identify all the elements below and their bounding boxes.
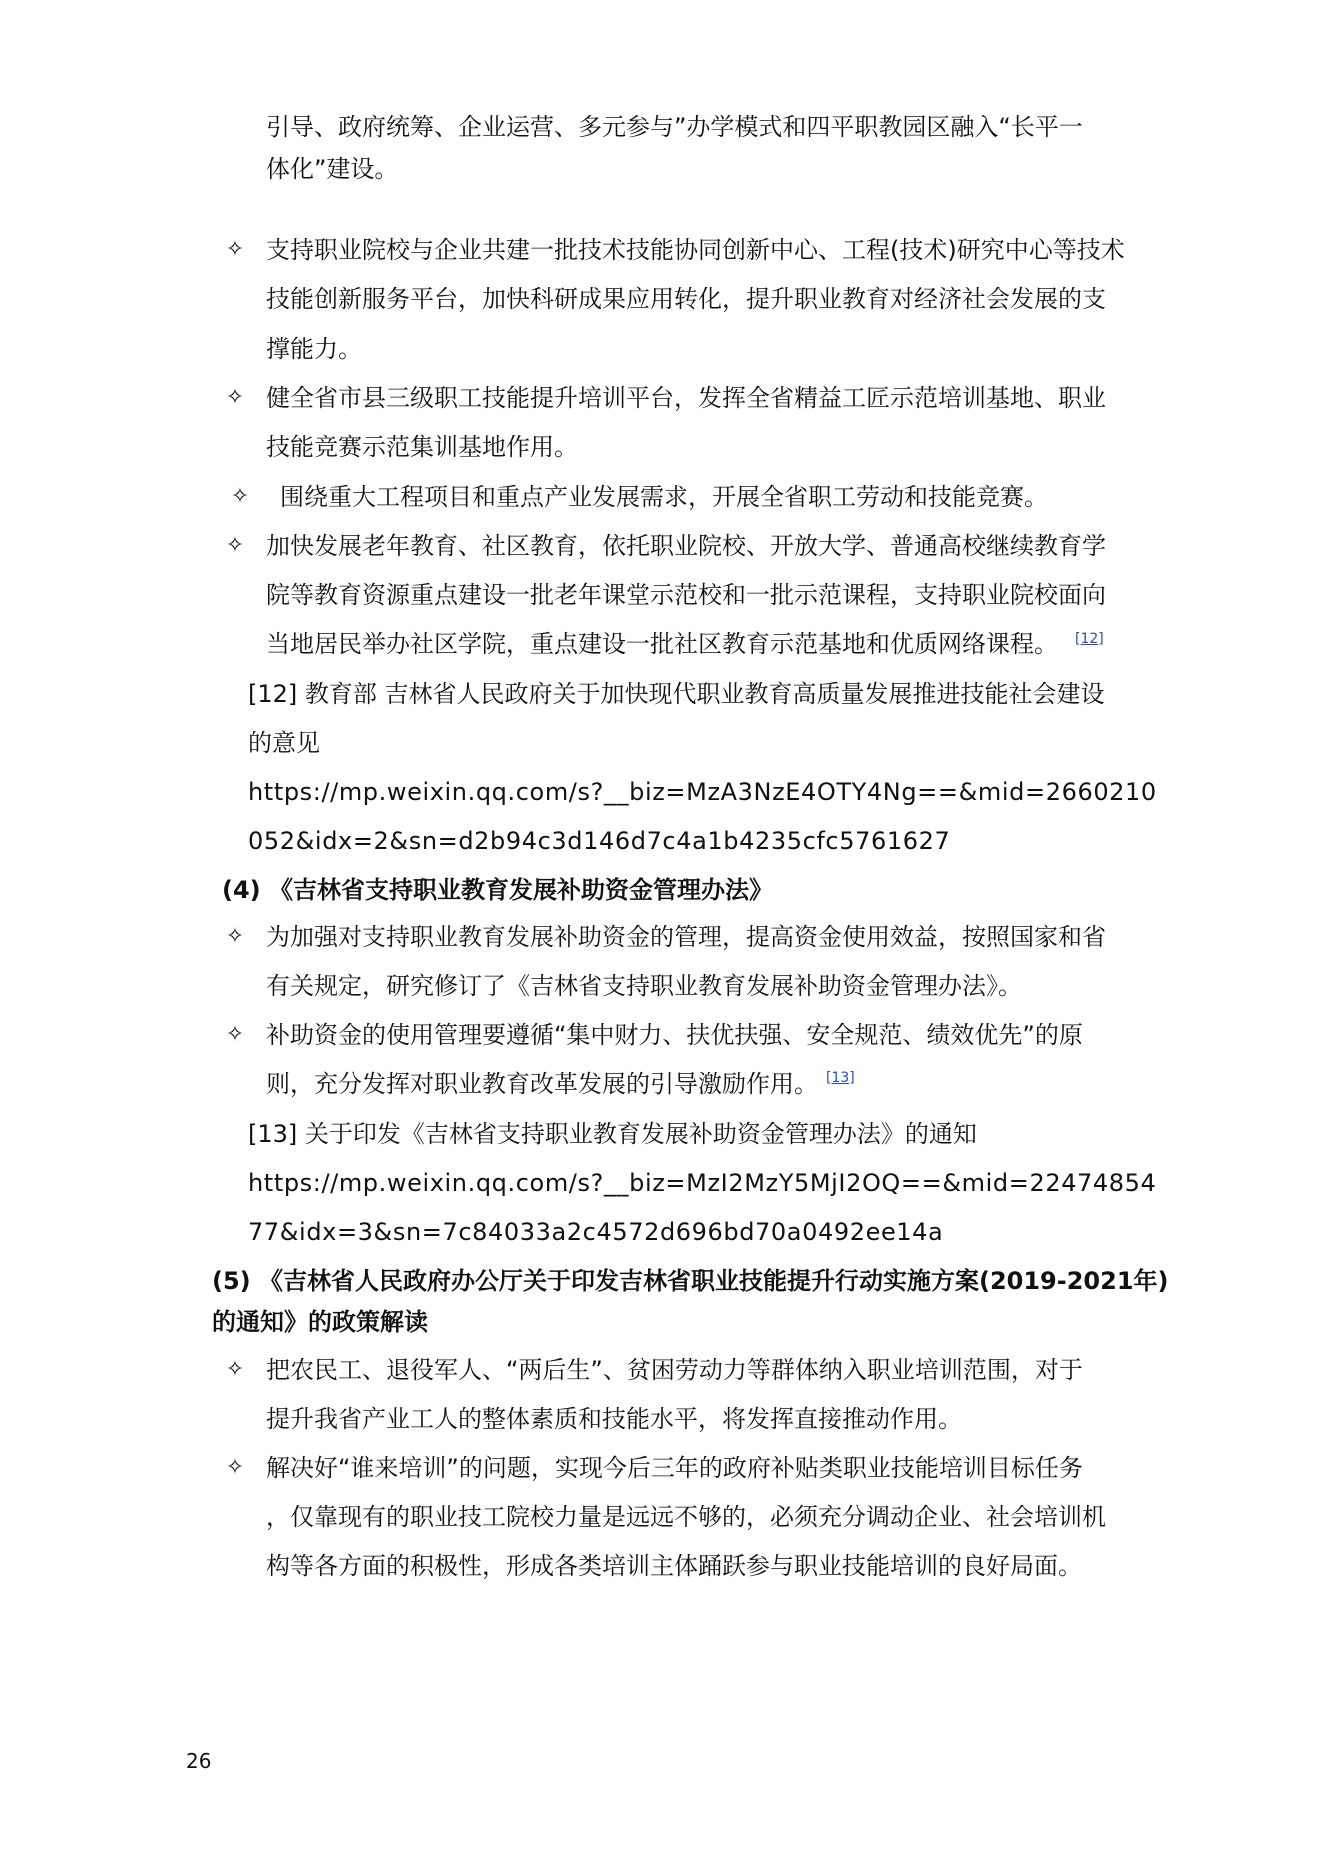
- footnote-text: [13] 关于印发《吉林省支持职业教育发展补助资金管理办法》的通知: [248, 1120, 977, 1148]
- diamond-bullet-icon: ✧: [225, 1022, 245, 1047]
- body-line: 支持职业院校与企业共建一批技术技能协同创新中心、工程(技术)研究中心等技术: [266, 236, 1125, 264]
- diamond-bullet-icon: ✧: [225, 1455, 245, 1480]
- body-line: 有关规定，研究修订了《吉林省支持职业教育发展补助资金管理办法》。: [266, 972, 1022, 1000]
- body-line: 则，充分发挥对职业教育改革发展的引导激励作用。: [266, 1070, 818, 1098]
- footnote-url[interactable]: 052&idx=2&sn=d2b94c3d146d7c4a1b4235cfc5761627: [248, 827, 951, 855]
- body-line: ，仅靠现有的职业技工院校力量是远远不够的，必须充分调动企业、社会培训机: [266, 1503, 1106, 1531]
- diamond-bullet-icon: ✧: [225, 533, 245, 558]
- body-line: 健全省市县三级职工技能提升培训平台，发挥全省精益工匠示范培训基地、职业: [266, 384, 1106, 412]
- footnote-ref-link-12[interactable]: [12]: [1075, 631, 1104, 647]
- body-line: 院等教育资源重点建设一批老年课堂示范校和一批示范课程，支持职业院校面向: [266, 581, 1106, 609]
- body-line: 体化”建设。: [266, 155, 399, 183]
- diamond-bullet-icon: ✧: [225, 237, 245, 262]
- diamond-bullet-icon: ✧: [230, 484, 250, 509]
- section-heading-4: (4) 《吉林省支持职业教育发展补助资金管理办法》: [222, 876, 773, 904]
- body-line: 技能竞赛示范集训基地作用。: [266, 433, 578, 461]
- diamond-bullet-icon: ✧: [225, 1357, 245, 1382]
- body-line: 构等各方面的积极性，形成各类培训主体踊跃参与职业技能培训的良好局面。: [266, 1552, 1082, 1580]
- body-line: 撑能力。: [266, 335, 362, 363]
- body-line: 为加强对支持职业教育发展补助资金的管理，提高资金使用效益，按照国家和省: [266, 923, 1106, 951]
- footnote-text: 的意见: [248, 729, 320, 757]
- footnote-ref-link-13[interactable]: [13]: [826, 1070, 855, 1086]
- body-line: 引导、政府统筹、企业运营、多元参与”办学模式和四平职教园区融入“长平一: [266, 113, 1083, 141]
- body-line: 围绕重大工程项目和重点产业发展需求，开展全省职工劳动和技能竞赛。: [280, 483, 1048, 511]
- footnote-url[interactable]: https://mp.weixin.qq.com/s?__biz=MzI2MzY5MjI2OQ==&mid=22474854: [248, 1169, 1157, 1197]
- section-heading-5-cont: 的通知》的政策解读: [212, 1308, 428, 1336]
- body-line: 当地居民举办社区学院，重点建设一批社区教育示范基地和优质网络课程。: [266, 630, 1058, 658]
- diamond-bullet-icon: ✧: [225, 924, 245, 949]
- page-number: 26: [186, 1749, 212, 1773]
- footnote-text: [12] 教育部 吉林省人民政府关于加快现代职业教育高质量发展推进技能社会建设: [248, 680, 1105, 708]
- diamond-bullet-icon: ✧: [225, 385, 245, 410]
- section-heading-5: (5) 《吉林省人民政府办公厅关于印发吉林省职业技能提升行动实施方案(2019-2021年): [212, 1267, 1169, 1295]
- footnote-url[interactable]: 77&idx=3&sn=7c84033a2c4572d696bd70a0492ee14a: [248, 1218, 944, 1246]
- body-line: 技能创新服务平台，加快科研成果应用转化，提升职业教育对经济社会发展的支: [266, 285, 1106, 313]
- body-line: 补助资金的使用管理要遵循“集中财力、扶优扶强、安全规范、绩效优先”的原: [266, 1021, 1083, 1049]
- body-line: 解决好“谁来培训”的问题，实现今后三年的政府补贴类职业技能培训目标任务: [266, 1454, 1083, 1482]
- body-line: 加快发展老年教育、社区教育，依托职业院校、开放大学、普通高校继续教育学: [266, 532, 1106, 560]
- body-line: 提升我省产业工人的整体素质和技能水平，将发挥直接推动作用。: [266, 1405, 962, 1433]
- footnote-url[interactable]: https://mp.weixin.qq.com/s?__biz=MzA3NzE4OTY4Ng==&mid=2660210: [248, 778, 1157, 806]
- body-line: 把农民工、退役军人、“两后生”、贫困劳动力等群体纳入职业培训范围，对于: [266, 1356, 1083, 1384]
